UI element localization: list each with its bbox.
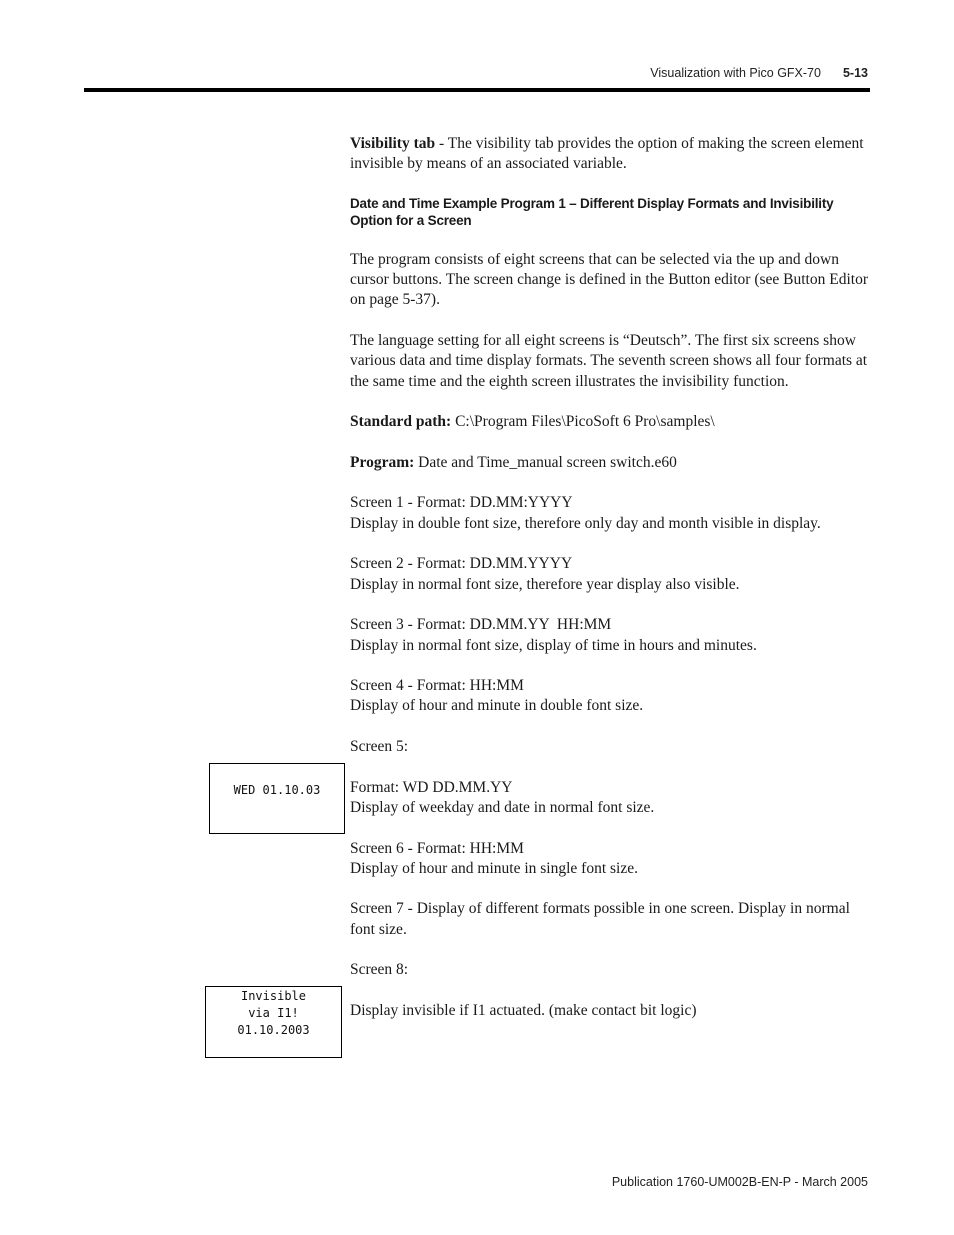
- screen-5-desc: Display of weekday and date in normal font size.: [350, 798, 655, 816]
- program-value: Date and Time_manual screen switch.e60: [414, 453, 677, 471]
- screen-8-title: Screen 8:: [350, 961, 409, 979]
- lcd-screen-8-line-3: 01.10.2003: [237, 1023, 310, 1037]
- screen-1-desc: Display in double font size, therefore only day and month visible in display.: [350, 514, 821, 532]
- visibility-tab-paragraph: [350, 134, 870, 175]
- screen-2-desc: Display in normal font size, therefore year display also visible.: [350, 575, 740, 593]
- page-footer: Publication 1760-UM002B-EN-P - March 2005: [611, 1175, 868, 1189]
- lcd-screen-5-line-1: WED 01.10.03: [233, 783, 321, 797]
- screen-6-block: [350, 839, 870, 880]
- example-heading: Date and Time Example Program 1 – Different Display Formats and Invisibility Option for a Screen: [350, 195, 834, 228]
- program-paragraph: [350, 453, 870, 473]
- screen-1-block: [350, 493, 870, 534]
- screen-5-title: Screen 5:: [350, 738, 409, 756]
- screen-4-title: Screen 4 - Format: HH:MM: [350, 677, 524, 695]
- standard-path-label: Standard path:: [350, 413, 452, 431]
- screen-3-block: [350, 615, 870, 656]
- screen-8-desc: Display invisible if I1 actuated. (make contact bit logic): [350, 1001, 697, 1019]
- screen-7-block: [350, 899, 870, 940]
- standard-path-value: C:\Program Files\PicoSoft 6 Pro\samples\: [451, 413, 715, 431]
- screen-5-block: [350, 778, 870, 819]
- page-header: [650, 66, 868, 80]
- visibility-tab-text: - The visibility tab provides the option of making the screen element invisible by means of an associated variable.: [350, 135, 864, 173]
- language-paragraph: The language setting for all eight screens is “Deutsch”. The first six screens show various data and time display formats. The seventh screen shows all four formats at the same time and the eighth screen illustrates the invisibility function.: [350, 332, 868, 390]
- program-label: Program:: [350, 453, 415, 471]
- screen-5-format: Format: WD DD.MM.YY: [350, 778, 513, 796]
- screen-6-desc: Display of hour and minute in single font size.: [350, 859, 638, 877]
- lcd-screen-5-figure: [209, 763, 345, 834]
- screen-2-title: Screen 2 - Format: DD.MM.YYYY: [350, 555, 573, 573]
- main-content: [350, 134, 870, 1041]
- screen-8-title-block: [350, 960, 870, 980]
- lcd-screen-8-line-2: via I1!: [248, 1006, 299, 1020]
- screen-4-desc: Display of hour and minute in double font size.: [350, 697, 644, 715]
- visibility-tab-label: Visibility tab: [350, 135, 436, 152]
- screen-7-title: Screen 7 - Display of different formats possible in one screen. Display in normal font size.: [350, 900, 850, 938]
- page-number: 5-13: [842, 66, 868, 80]
- section-title: Visualization with Pico GFX-70: [650, 66, 821, 80]
- header-rule: [84, 88, 870, 92]
- screen-3-desc: Display in normal font size, display of time in hours and minutes.: [350, 636, 757, 654]
- screen-5-title-block: [350, 737, 870, 757]
- lcd-screen-8-figure: [205, 986, 342, 1058]
- lcd-screen-8-line-1: Invisible: [240, 989, 307, 1003]
- standard-path-paragraph: [350, 412, 870, 432]
- screen-8-block: [350, 1001, 870, 1021]
- screen-2-block: [350, 554, 870, 595]
- screen-3-title: Screen 3 - Format: DD.MM.YY HH:MM: [350, 616, 612, 634]
- screen-4-block: [350, 676, 870, 717]
- screen-6-title: Screen 6 - Format: HH:MM: [350, 839, 524, 857]
- screen-1-title: Screen 1 - Format: DD.MM:YYYY: [350, 494, 573, 512]
- intro-paragraph: The program consists of eight screens that can be selected via the up and down cursor buttons. The screen change is defined in the Button editor (see Button Editor on page 5-37).: [350, 250, 868, 309]
